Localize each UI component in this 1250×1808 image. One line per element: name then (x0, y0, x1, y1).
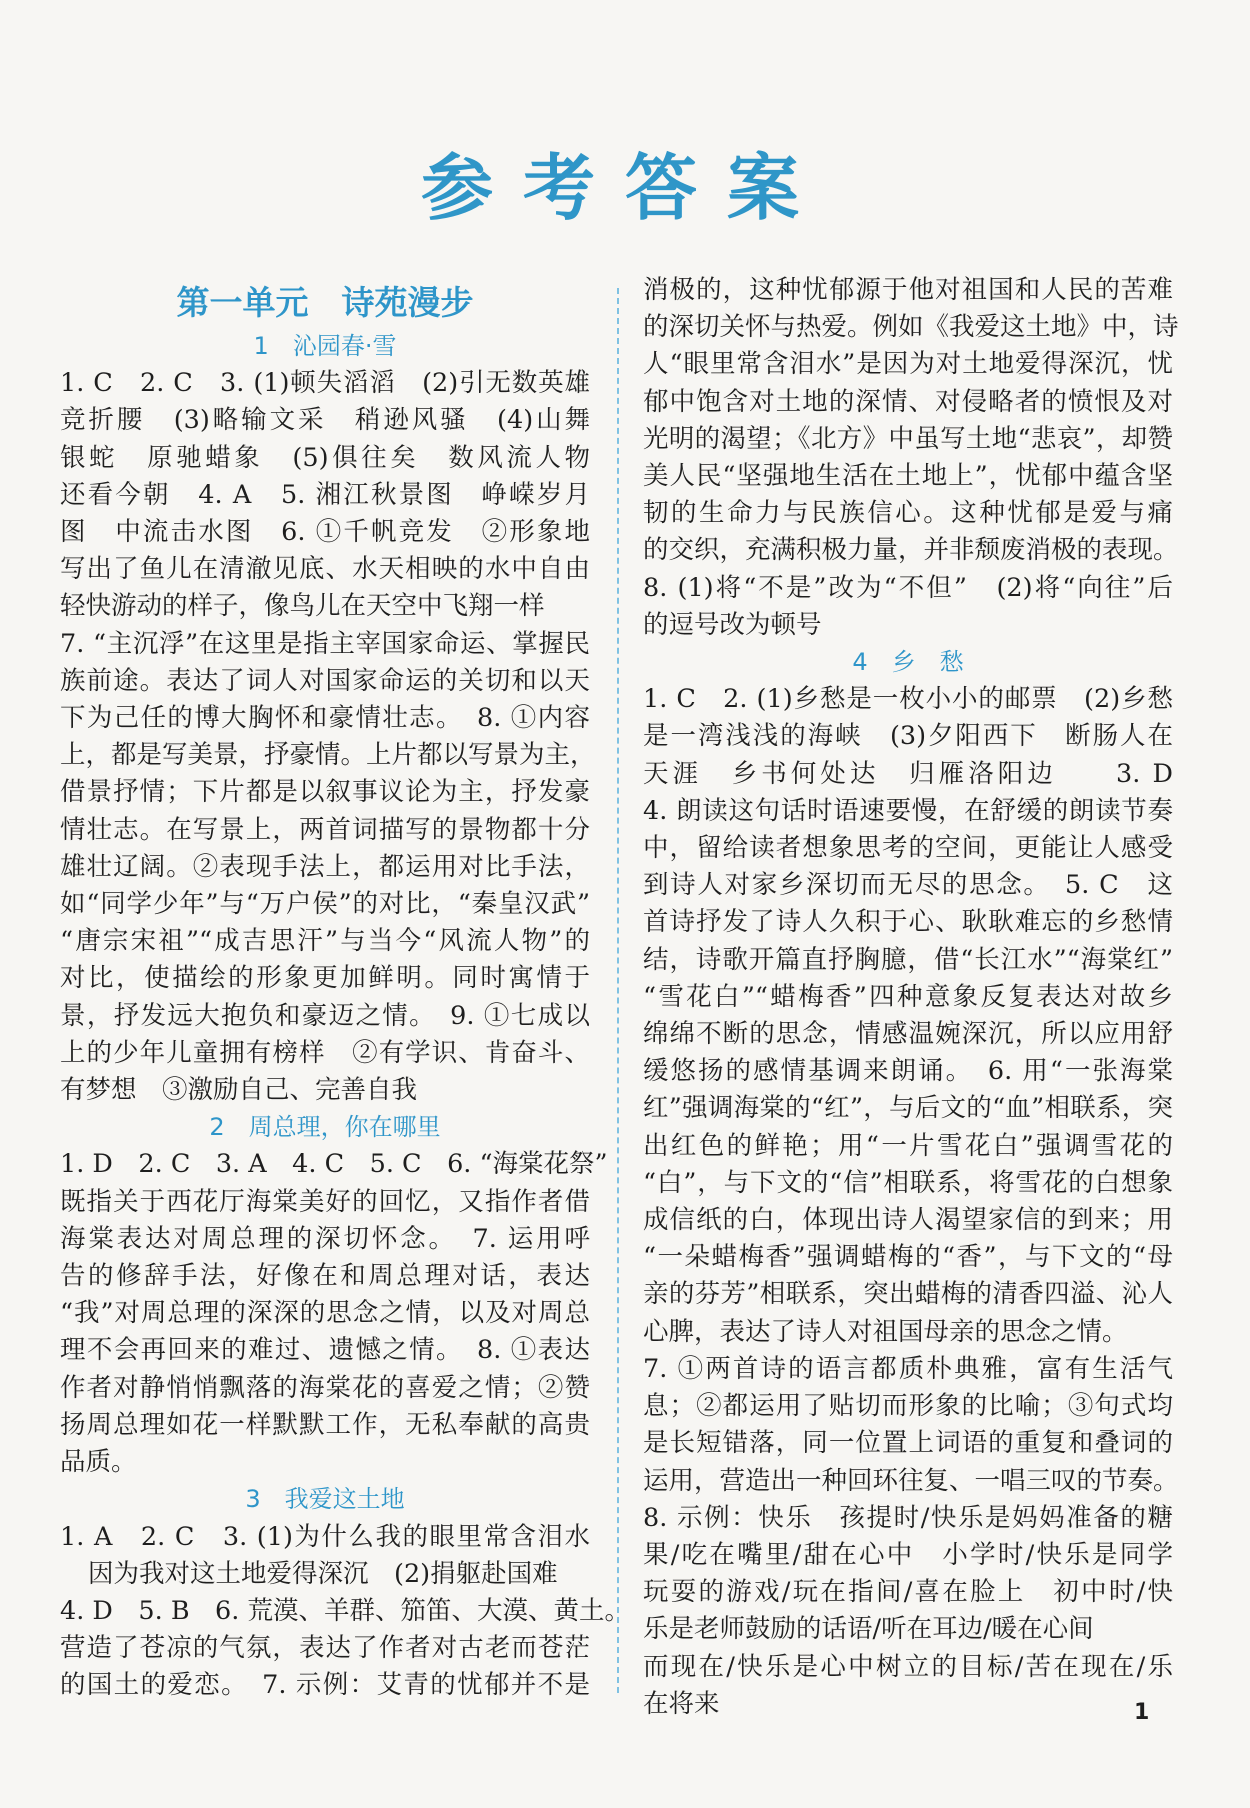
answer-line: 如“同学少年”与“万户侯”的对比，“秦皇汉武” (60, 889, 590, 920)
answer-line: 4. D 5. B 6. 荒漠、羊群、笳笛、大漠、黄土。 (60, 1595, 630, 1626)
answer-line: 景，抒发远大抱负和豪迈之情。 9. ①七成以 (60, 1000, 590, 1031)
answer-line: 品质。 (60, 1447, 137, 1478)
answer-line: 美人民“坚强地生活在土地上”，忧郁中蕴含坚 (643, 461, 1173, 492)
answer-line: 因为我对这土地爱得深沉 (2)捐躯赴国难 (88, 1558, 558, 1589)
answer-line: 心脾，表达了诗人对祖国母亲的思念之情。 (643, 1316, 1128, 1347)
answer-line: 既指关于西花厅海棠美好的回忆，又指作者借 (60, 1186, 590, 1217)
answer-line: 成信纸的白，体现出诗人渴望家信的到来；用 (643, 1205, 1173, 1236)
column-divider (617, 288, 619, 1693)
left-column (60, 278, 630, 1705)
answer-line: 玩耍的游戏/玩在指间/喜在脸上 初中时/快 (643, 1577, 1173, 1608)
answer-line: 的交织，充满积极力量，并非颓废消极的表现。 (643, 535, 1179, 566)
answer-line: 缓悠扬的感情基调来朗诵。 6. 用“一张海棠 (643, 1056, 1173, 1087)
answer-line: 银蛇 原驰蜡象 (5)俱往矣 数风流人物 (60, 442, 590, 473)
lesson-1-answers (60, 365, 596, 1109)
answer-line: 对比，使描绘的形象更加鲜明。同时寓情于 (60, 963, 590, 994)
answer-line: 海棠表达对周总理的深切怀念。 7. 运用呼 (60, 1223, 590, 1254)
page-number: 1 (1134, 1700, 1150, 1725)
answer-line: “我”对周总理的深深的思念之情，以及对周总 (60, 1298, 590, 1329)
answer-line: 族前途。表达了词人对国家命运的关切和以天 (60, 665, 590, 696)
answer-line: 理不会再回来的难过、遗憾之情。 8. ①表达 (60, 1335, 590, 1366)
answer-line: 7. ①两首诗的语言都质朴典雅，富有生活气 (643, 1353, 1173, 1384)
answer-line: 的逗号改为顿号 (643, 609, 822, 640)
lesson-2-answers (60, 1146, 608, 1481)
answer-line: 是一湾浅浅的海峡 (3)夕阳西下 断肠人在 (643, 721, 1173, 752)
answer-line: 而现在/快乐是心中树立的目标/苦在现在/乐 (643, 1651, 1173, 1682)
answer-line: 消极的，这种忧郁源于他对祖国和人民的苦难 (643, 275, 1173, 305)
answer-line: 上，都是写美景，抒豪情。上片都以写景为主， (60, 740, 596, 771)
answer-line: 图 中流击水图 6. ①千帆竞发 ②形象地 (60, 517, 590, 548)
lesson-4-answers (643, 681, 1179, 1723)
answer-line: 的深切关怀与热爱。例如《我爱这土地》中，诗 (643, 312, 1179, 343)
answer-line: 中，留给读者想象思考的空间，更能让人感受 (643, 833, 1173, 864)
answer-line: 果/吃在嘴里/甜在心中 小学时/快乐是同学 (643, 1539, 1173, 1570)
answer-line: 8. 示例：快乐 孩提时/快乐是妈妈准备的糖 (643, 1502, 1173, 1533)
answer-line: 轻快游动的样子，像鸟儿在天空中飞翔一样 (60, 591, 545, 622)
answer-line: 绵绵不断的思念，情感温婉深沉，所以应用舒 (643, 1019, 1173, 1050)
answer-line: 写出了鱼儿在清澈见底、水天相映的水中自由 (60, 554, 590, 585)
answer-line: 7. “主沉浮”在这里是指主宰国家命运、掌握民 (60, 628, 590, 659)
right-column (643, 272, 1179, 1723)
answer-line: 在将来 (643, 1688, 720, 1719)
answer-line: 有梦想 ③激励自己、完善自我 (60, 1075, 418, 1106)
answer-line: 竞折腰 (3)略输文采 稍逊风骚 (4)山舞 (60, 405, 590, 436)
answer-line: 4. 朗读这句话时语速要慢，在舒缓的朗读节奏 (643, 795, 1173, 826)
lesson-3-answers (60, 1519, 630, 1705)
answer-line: 营造了苍凉的气氛，表达了作者对古老而苍茫 (60, 1633, 590, 1664)
answer-line: 红”强调海棠的“红”，与后文的“血”相联系，突 (643, 1093, 1173, 1124)
answer-line: 首诗抒发了诗人久积于心、耿耿难忘的乡愁情 (643, 907, 1173, 938)
answer-line: “白”，与下文的“信”相联系，将雪花的白想象 (643, 1167, 1173, 1198)
answer-line: 息；②都运用了贴切而形象的比喻；③句式均 (643, 1391, 1173, 1422)
answer-line: 1. A 2. C 3. (1)为什么我的眼里常含泪水 (60, 1521, 590, 1552)
answer-line: 借景抒情；下片都是以叙事议论为主，抒发豪 (60, 777, 590, 808)
answer-line: “一朵蜡梅香”强调蜡梅的“香”，与下文的“母 (643, 1242, 1173, 1273)
answer-line: 雄壮辽阔。②表现手法上，都运用对比手法， (60, 851, 590, 882)
answer-line: 到诗人对家乡深切而无尽的思念。 5. C 这 (643, 870, 1173, 901)
answer-line: 情壮志。在写景上，两首词描写的景物都十分 (60, 814, 590, 845)
answer-line: 结，诗歌开篇直抒胸臆，借“长江水”“海棠红” (643, 944, 1173, 975)
answer-line: 的国土的爱恋。 7. 示例：艾青的忧郁并不是 (60, 1670, 590, 1701)
answer-line: 1. C 2. C 3. (1)顿失滔滔 (2)引无数英雄 (60, 368, 590, 399)
answer-line: 扬周总理如花一样默默工作，无私奉献的高贵 (60, 1409, 590, 1440)
answer-line: “雪花白”“蜡梅香”四种意象反复表达对故乡 (643, 981, 1173, 1012)
answer-line: 1. D 2. C 3. A 4. C 5. C 6. “海棠花祭” (60, 1149, 608, 1180)
answer-line: 是长短错落，同一位置上词语的重复和叠词的 (643, 1428, 1173, 1459)
answer-line: 人“眼里常含泪水”是因为对土地爱得深沉，忧 (643, 349, 1173, 380)
answer-line: 8. (1)将“不是”改为“不但” (2)将“向往”后 (643, 572, 1173, 603)
answer-line: 还看今朝 4. A 5. 湘江秋景图 峥嵘岁月 (60, 479, 590, 510)
answer-line: 作者对静悄悄飘落的海棠花的喜爱之情；②赞 (60, 1372, 590, 1403)
answer-line: 郁中饱含对土地的深情、对侵略者的愤恨及对 (643, 386, 1173, 417)
answer-line: 天涯 乡书何处达 归雁洛阳边 3. D (643, 758, 1173, 789)
answer-line: 亲的芬芳”相联系，突出蜡梅的清香四溢、沁人 (643, 1279, 1173, 1310)
lesson-3-answers-continued (643, 272, 1179, 644)
lesson-heading-4: 4 乡 愁 (852, 648, 964, 677)
answer-line: 上的少年儿童拥有榜样 ②有学识、肯奋斗、 (60, 1037, 590, 1068)
lesson-heading-1: 1 沁园春·雪 (253, 332, 397, 360)
answer-line: 1. C 2. (1)乡愁是一枚小小的邮票 (2)乡愁 (643, 684, 1173, 715)
answer-line: 下为己任的博大胸怀和豪情壮志。 8. ①内容 (60, 703, 590, 734)
page-title: 参考答案 (420, 145, 829, 230)
unit-title: 第一单元 诗苑漫步 (176, 283, 474, 322)
answer-line: “唐宗宋祖”“成吉思汗”与当今“风流人物”的 (60, 926, 590, 957)
answer-line: 出红色的鲜艳；用“一片雪花白”强调雪花的 (643, 1130, 1173, 1161)
answer-line: 光明的渴望；《北方》中虽写土地“悲哀”，却赞 (643, 423, 1173, 454)
answer-line: 告的修辞手法，好像在和周总理对话，表达 (60, 1261, 590, 1292)
answer-line: 运用，营造出一种回环往复、一唱三叹的节奏。 (643, 1465, 1179, 1496)
lesson-heading-3: 3 我爱这土地 (245, 1485, 405, 1514)
answer-line: 韧的生命力与民族信心。这种忧郁是爱与痛 (643, 498, 1173, 529)
answer-line: 乐是老师鼓励的话语/听在耳边/暖在心间 (643, 1614, 1094, 1645)
lesson-heading-2: 2 周总理，你在哪里 (209, 1113, 441, 1142)
